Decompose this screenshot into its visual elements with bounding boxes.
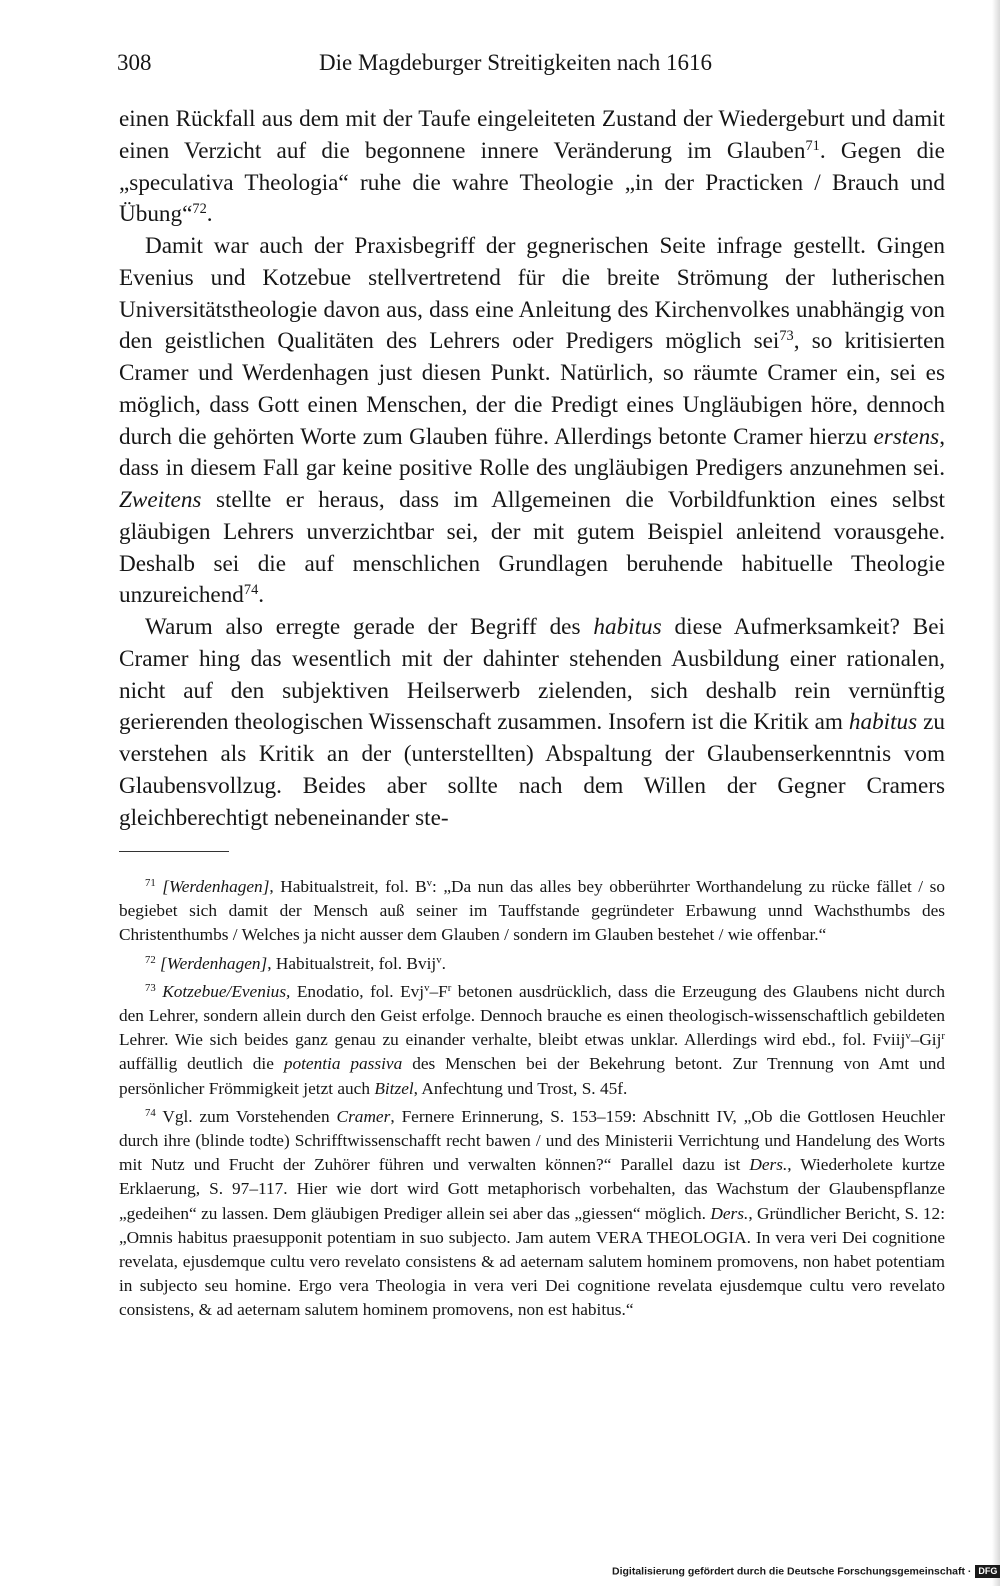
page-number: 308 (117, 50, 152, 75)
footnote-number: 74 (145, 1106, 156, 1119)
footnote-72: $^{72}$ [Werdenhagen], Habitualstreit, fol. Bvij$^v$. (145, 953, 446, 973)
page-header (117, 50, 946, 86)
emphasis-habitus: habitus (593, 614, 662, 640)
footnote-number: 73 (145, 981, 156, 994)
footnote-number: 72 (145, 953, 156, 966)
scan-edge-shadow (992, 0, 1000, 1586)
digitization-footer (612, 1565, 998, 1583)
footnote-ref-71[interactable]: 71 (805, 137, 820, 154)
footnote-number: 71 (145, 877, 156, 890)
paragraph-1: einen Rückfall aus dem mit der Taufe eingeleiteten Zustand der Wiedergeburt und damit einen Verzicht auf die begonnene innere Veränderung im Glauben$^{71}$. Gegen die „speculativa Theologia“ ruhe die wahre Theologie „in der Practicken / Brauch und Übung“$^{72}$. (119, 106, 945, 228)
main-text (119, 104, 945, 834)
dfg-logo: DFG (975, 1565, 1000, 1578)
footnotes (119, 875, 945, 1327)
footnote-separator (119, 851, 229, 852)
footnote-71: $^{71}$ [Werdenhagen], Habitualstreit, fol. $B^v$: „Da nun das alles bey obberührter Worthandelung zu rücke fället / so begiebet sich damit der Mensch auß seiner im Tauffstande gegründeter Erbawung unnd Wachsthumbs des Christenthumbs / Welches ja nicht ausser dem Glauben / sondern im Glauben bestehet / wie offenbar.“ (119, 877, 945, 945)
footnote-ref-74[interactable]: 74 (243, 582, 259, 599)
emphasis-zweitens: Zweitens (119, 487, 202, 513)
paragraph-3: Warum also erregte gerade der Begriff des habitus diese Aufmerksamkeit? Bei Cramer hing das wesentlich mit der dahinter stehenden Ausbildung einer rationalen, nicht auf den subjektiven Heilserwerb zielenden, sich deshalb rein vernünftig gerierenden theologischen Wissenschaft zusammen. Insofern ist die Kritik am habitus zu verstehen als Kritik an der (unterstellten) Abspaltung der Glaubenserkenntnis vom Glaubensvollzug. Beides aber sollte nach dem Willen der Gegner Cramers gleichberechtigt nebeneinander ste- (119, 614, 945, 831)
footnote-ref-73[interactable]: 73 (779, 328, 794, 345)
footnote-ref-72[interactable]: 72 (192, 201, 207, 218)
footer-credit: Digitalisierung gefördert durch die Deutsche Forschungsgemeinschaft · (612, 1565, 972, 1578)
emphasis-erstens: erstens (873, 423, 940, 450)
running-title: Die Magdeburger Streitigkeiten nach 1616 (319, 50, 713, 75)
footnote-73: $^{73}$ Kotzebue/Evenius, Enodatio, fol. $Evj^v-F^r$ betonen ausdrücklich, dass die Erzeugung des Glaubens nicht durch den Lehrer, sondern allein durch den Geist erfolge. Dennoch brauche es einen theologisch-wissenschaftlich gebildeten Lehrer. Wie sich beides ganz genau zu einander verhalte, bleibt etwas unklar. Allerdings wird ebd., fol. Fviij$^v$–Gij$^r$ auffällig deutlich die potentia passiva des Menschen bei der Bekehrung betont. Zur Trennung von Amt und persönlicher Frömmigkeit jetzt auch Bitzel, Anfechtung und Trost, S. 45f. (119, 981, 945, 1098)
paragraph-2: Damit war auch der Praxisbegriff der gegnerischen Seite infrage gestellt. Gingen Evenius und Kotzebue stellvertretend für die breite Strömung der lutherischen Universitätstheologie davon aus, dass eine Anleitung des Kirchenvolkes unabhängig von den geistlichen Qualitäten des Lehrers oder Predigers möglich sei$^{73}$, so kritisierten Cramer und Werdenhagen just diesen Punkt. Natürlich, so räumte Cramer ein, sei es möglich, dass Gott einen Menschen, der die Predigt eines Ungläubigen höre, dennoch durch die gehörten Worte zum Glauben führe. Allerdings betonte Cramer hierzu erstens, dass in diesem Fall gar keine positive Rolle des ungläubigen Predigers anzunehmen sei. Zweitens stellte er heraus, dass im Allgemeinen die Vorbildfunktion eines selbst gläubigen Lehrers unverzichtbar sei, der mit gutem Beispiel anleitend vorausgehe. Deshalb sei die auf menschlichen Grundlagen beruhende habituelle Theologie unzureichend$^{74}$. (119, 233, 945, 609)
footnote-74: $^{74}$ Vgl. zum Vorstehenden Cramer, Fernere Erinnerung, S. 153–159: Abschnitt IV, „Ob die Gottlosen Heuchler durch ihre (blinde todte) Schrifftwissenschafft recht bawen / und des Ministerii Verrichtung und Handelung des Worts mit Nutz und Frucht der Zuhörer führen und verwalten können?“ Parallel dazu ist Ders., Wiederholete kurtze Erklaerung, S. 97–117. Hier wie dort wird Gott metaphorisch vorbehalten, das Wachstum der Glaubenspflanze „gedeihen“ zu lassen. Dem gläubigen Prediger allein sei aber das „giessen“ möglich. Ders., Gründlicher Bericht, S. 12: „Omnis habitus praesupponit potentiam in suo subjecto. Jam autem VERA THEOLOGIA. In vera veri Dei cognitione revelata, ejusdemque cultu vero revelato consistens & ad aeternam salutem hominem promovens, non habet potentiam in subjecto seu homine. Ergo vera Theologia in vera veri Dei cognitione revelata ejusdemque cultu vero revelato consistens, & ad aeternam salutem hominem promovens, non est habitus.“ (119, 1106, 946, 1320)
emphasis-habitus: habitus (848, 709, 918, 736)
